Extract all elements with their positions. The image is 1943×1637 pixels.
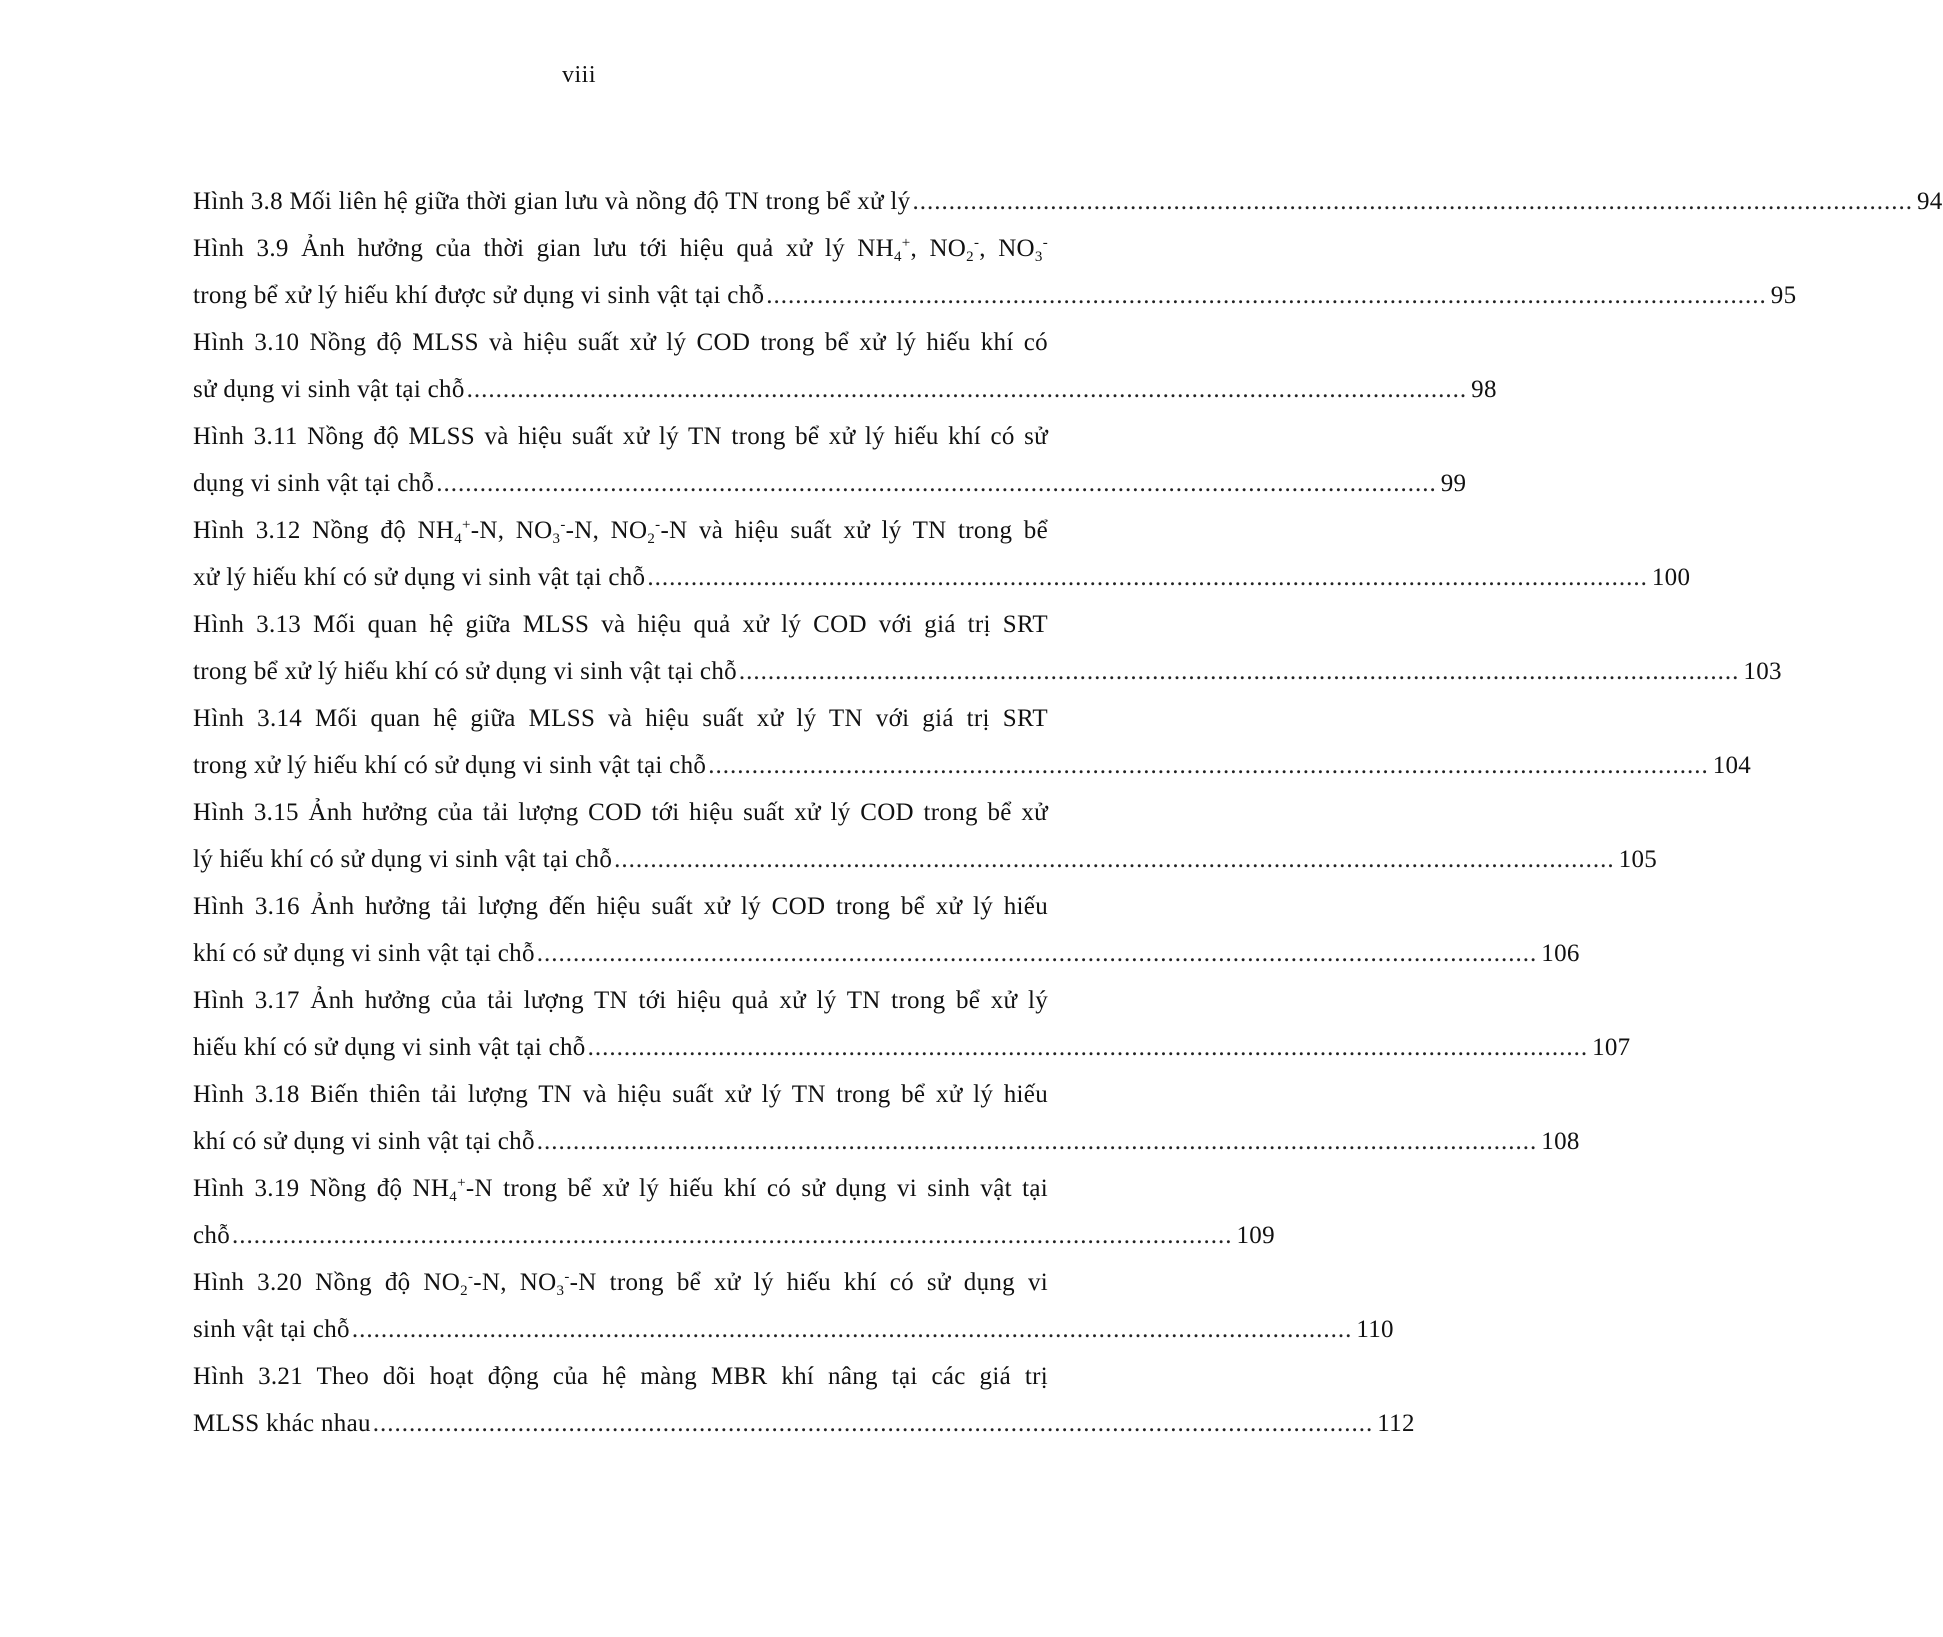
- list-of-figures: [193, 178, 1943, 1447]
- leader-dots: ..........................................................................................................................................: [372, 1410, 1374, 1437]
- leader-dots: ..........................................................................................................................................: [436, 470, 1437, 497]
- toc-page-number: 110: [1356, 1316, 1394, 1343]
- toc-entry-title: Hình 3.13 Mối quan hệ giữa MLSS và hiệu quả xử lý COD với giá trị SRT: [193, 611, 1048, 638]
- leader-dots: ..........................................................................................................................................: [351, 1316, 1353, 1343]
- toc-entry-title: Hình 3.20 Nồng độ $NO_2^--N$, $NO_3^--N$ trong bể xử lý hiếu khí có sử dụng vi: [193, 1269, 1048, 1299]
- toc-page-number: 94: [1916, 188, 1943, 215]
- toc-page-number: 107: [1592, 1034, 1631, 1061]
- toc-entry-title: Hình 3.19 Nồng độ $NH_4^+-N$ trong bể xử lý hiếu khí có sử dụng vi sinh vật tại: [193, 1175, 1048, 1205]
- leader-dots: ..........................................................................................................................................: [587, 1034, 1589, 1061]
- toc-entry-title: Hình 3.14 Mối quan hệ giữa MLSS và hiệu suất xử lý TN với giá trị SRT: [193, 705, 1048, 732]
- toc-entry-3-11[interactable]: [193, 413, 1467, 507]
- toc-entry-title-cont: chỗ: [193, 1222, 230, 1249]
- toc-page-number: 98: [1471, 376, 1497, 403]
- toc-page-number: 106: [1541, 940, 1580, 967]
- leader-dots: ..........................................................................................................................................: [614, 846, 1615, 873]
- toc-entry-title: Hình 3.9 Ảnh hưởng của thời gian lưu tới hiệu quả xử lý $NH_4^+$, $NO_2^-$, $NO_3^-$: [193, 235, 1049, 265]
- toc-entry-title-cont: khí có sử dụng vi sinh vật tại chỗ: [193, 940, 535, 967]
- toc-entry-title-cont: MLSS khác nhau: [193, 1410, 371, 1437]
- toc-page-number: 95: [1770, 282, 1797, 309]
- toc-entry-3-12[interactable]: [193, 507, 1691, 601]
- toc-entry-title: Hình 3.15 Ảnh hưởng của tải lượng COD tới hiệu suất xử lý COD trong bể xử: [193, 799, 1048, 826]
- toc-entry-3-19[interactable]: [193, 1165, 1275, 1259]
- toc-page-number: 105: [1618, 846, 1658, 873]
- toc-entry-title-cont: dụng vi sinh vật tại chỗ: [193, 470, 435, 497]
- toc-entry-title: Hình 3.21 Theo dõi hoạt động của hệ màng MBR khí nâng tại các giá trị: [193, 1363, 1048, 1390]
- leader-dots: ..........................................................................................................................................: [232, 1222, 1233, 1249]
- toc-page-number: 112: [1377, 1410, 1415, 1437]
- toc-entry-title-cont: sinh vật tại chỗ: [193, 1316, 350, 1343]
- toc-entry-3-20[interactable]: [193, 1259, 1394, 1353]
- toc-page-number: 109: [1236, 1222, 1275, 1249]
- toc-entry-title: Hình 3.12 Nồng độ $NH_4^+-N$, $NO_3^--N$, $NO_2^--N$ và hiệu suất xử lý TN trong bể: [193, 517, 1048, 547]
- toc-entry-title-cont: khí có sử dụng vi sinh vật tại chỗ: [193, 1128, 535, 1155]
- toc-entry-3-16[interactable]: [193, 883, 1580, 977]
- toc-entry-title: Hình 3.17 Ảnh hưởng của tải lượng TN tới hiệu quả xử lý TN trong bể xử lý: [193, 987, 1048, 1014]
- toc-entry-title-cont: trong bể xử lý hiếu khí có sử dụng vi sinh vật tại chỗ: [193, 658, 737, 685]
- toc-entry-title: Hình 3.18 Biến thiên tải lượng TN và hiệu suất xử lý TN trong bể xử lý hiếu: [193, 1081, 1048, 1108]
- page-number: viii: [561, 62, 596, 88]
- toc-entry-title-cont: hiếu khí có sử dụng vi sinh vật tại chỗ: [193, 1034, 586, 1061]
- leader-dots: ..........................................................................................................................................: [466, 376, 1468, 403]
- toc-entry-title-cont: xử lý hiếu khí có sử dụng vi sinh vật tại chỗ: [193, 564, 646, 591]
- leader-dots: ..........................................................................................................................................: [912, 188, 1913, 215]
- leader-dots: ..........................................................................................................................................: [738, 658, 1740, 685]
- toc-entry-3-21[interactable]: [193, 1353, 1415, 1447]
- toc-entry-title-cont: lý hiếu khí có sử dụng vi sinh vật tại chỗ: [193, 846, 613, 873]
- leader-dots: ..........................................................................................................................................: [536, 1128, 1538, 1155]
- toc-entry-3-13[interactable]: [193, 601, 1782, 695]
- toc-entry-title: Hình 3.11 Nồng độ MLSS và hiệu suất xử lý TN trong bể xử lý hiếu khí có sử: [193, 423, 1048, 450]
- toc-page-number: 99: [1440, 470, 1467, 497]
- toc-entry-3-15[interactable]: [193, 789, 1658, 883]
- toc-page-number: 100: [1651, 564, 1691, 591]
- toc-entry-title-cont: trong xử lý hiếu khí có sử dụng vi sinh vật tại chỗ: [193, 752, 707, 779]
- toc-entry-title-cont: trong bể xử lý hiếu khí được sử dụng vi sinh vật tại chỗ: [193, 282, 765, 309]
- leader-dots: ..........................................................................................................................................: [647, 564, 1648, 591]
- toc-page-number: 108: [1541, 1128, 1580, 1155]
- leader-dots: ..........................................................................................................................................: [708, 752, 1709, 779]
- toc-entry-3-18[interactable]: [193, 1071, 1580, 1165]
- toc-entry-title: Hình 3.10 Nồng độ MLSS và hiệu suất xử lý COD trong bể xử lý hiếu khí có: [193, 329, 1048, 356]
- toc-page-number: 103: [1743, 658, 1782, 685]
- toc-entry-3-8[interactable]: [193, 178, 1943, 225]
- toc-entry-3-17[interactable]: [193, 977, 1631, 1071]
- toc-entry-title-cont: sử dụng vi sinh vật tại chỗ: [193, 376, 465, 403]
- leader-dots: ..........................................................................................................................................: [536, 940, 1538, 967]
- toc-entry-3-14[interactable]: [193, 695, 1752, 789]
- leader-dots: ..........................................................................................................................................: [766, 282, 1767, 309]
- toc-page-number: 104: [1712, 752, 1752, 779]
- toc-entry-3-10[interactable]: [193, 319, 1497, 413]
- toc-entry-title: Hình 3.8 Mối liên hệ giữa thời gian lưu và nồng độ TN trong bể xử lý: [193, 188, 911, 215]
- toc-entry-3-9[interactable]: [193, 225, 1797, 319]
- toc-entry-title: Hình 3.16 Ảnh hưởng tải lượng đến hiệu suất xử lý COD trong bể xử lý hiếu: [193, 893, 1048, 920]
